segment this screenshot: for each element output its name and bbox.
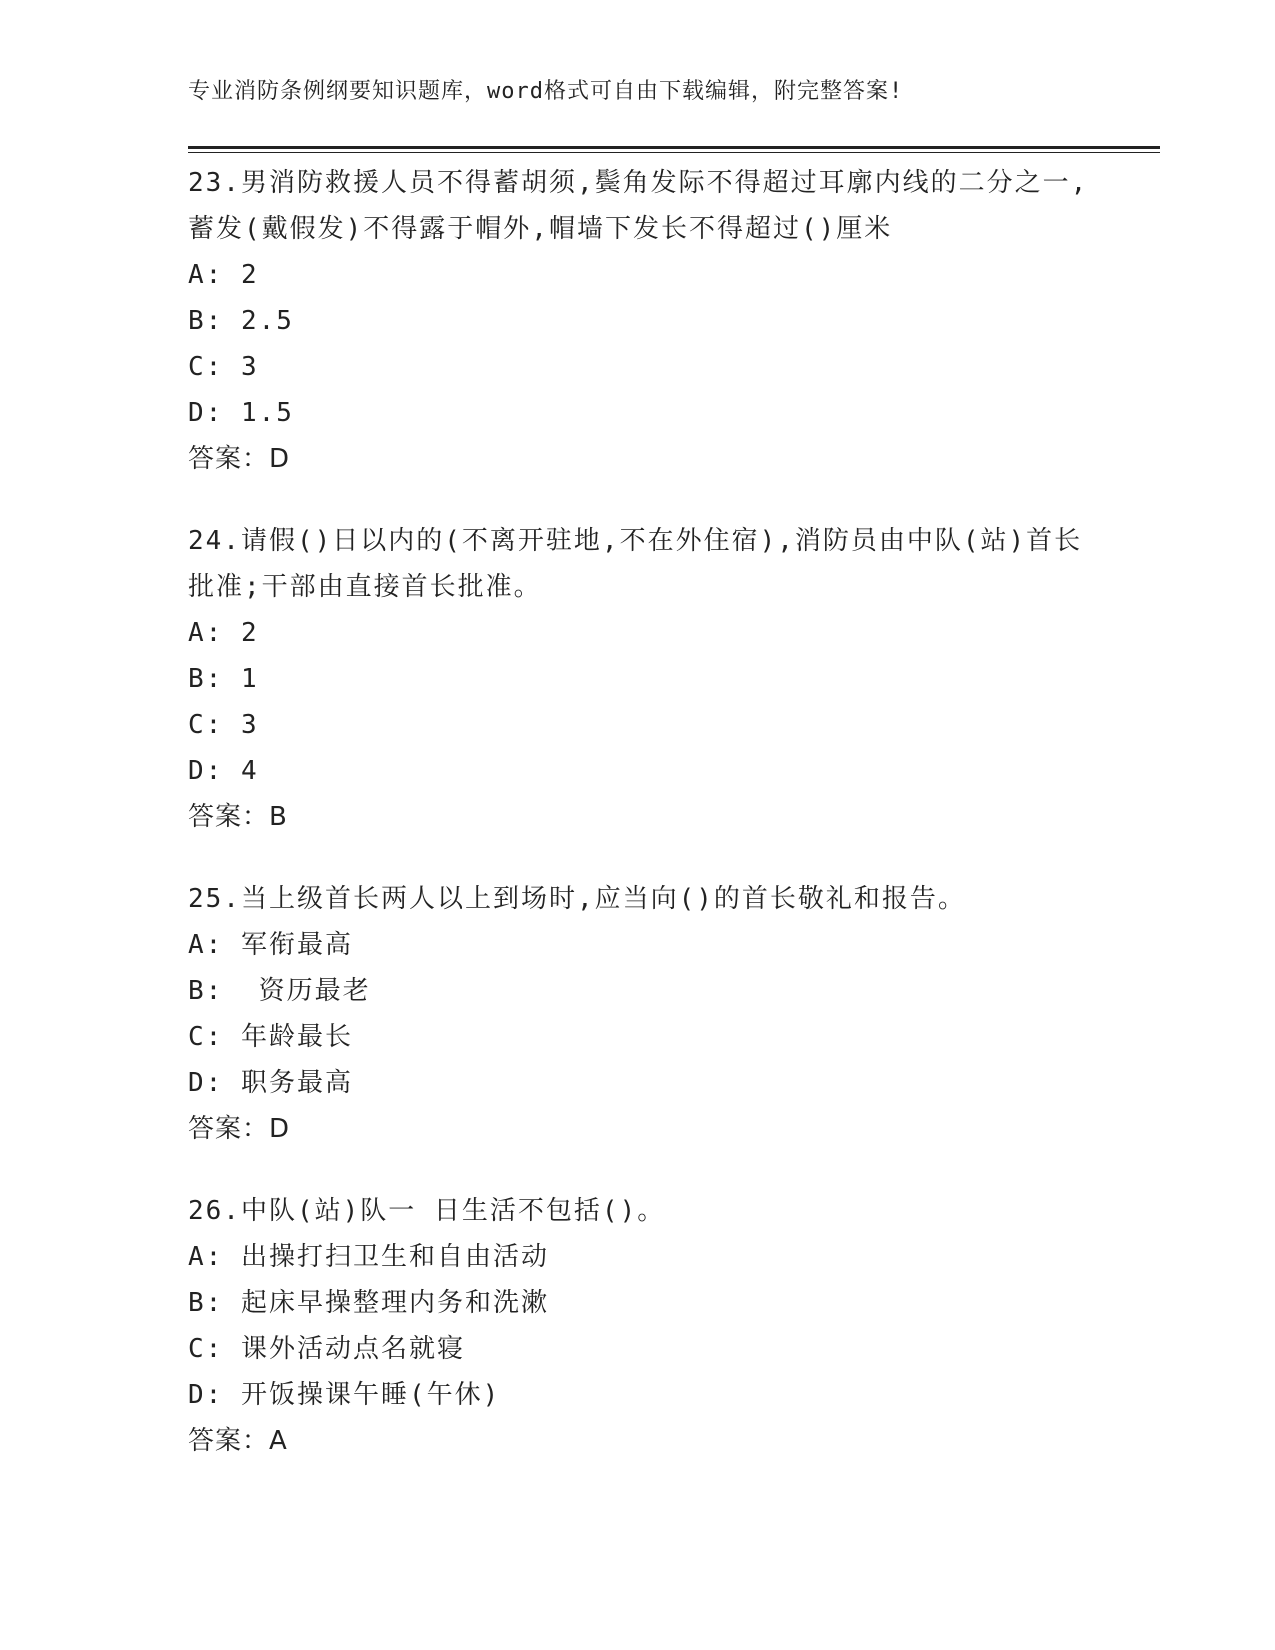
answer-line: 答案：D bbox=[188, 444, 291, 474]
option-d: D: 4 bbox=[188, 756, 259, 786]
option-c: C: 3 bbox=[188, 710, 259, 740]
answer-line: 答案：D bbox=[188, 1114, 291, 1144]
option-b: B: 起床早操整理内务和洗漱 bbox=[188, 1288, 549, 1318]
answer-line: 答案：B bbox=[188, 802, 288, 832]
header-rule-thin bbox=[188, 152, 1160, 153]
question-26 bbox=[188, 1188, 1108, 1464]
document-header: 专业消防条例纲要知识题库，word格式可自由下载编辑，附完整答案! bbox=[188, 79, 904, 104]
option-d: D: 1.5 bbox=[188, 398, 294, 428]
option-b: B: 2.5 bbox=[188, 306, 294, 336]
option-a: A: 军衔最高 bbox=[188, 930, 353, 960]
option-a: A: 2 bbox=[188, 260, 259, 290]
option-c: C: 3 bbox=[188, 352, 259, 382]
question-list bbox=[188, 160, 1108, 1500]
option-b: B: 1 bbox=[188, 664, 259, 694]
option-a: A: 2 bbox=[188, 618, 259, 648]
option-d: D: 开饭操课午睡(午休) bbox=[188, 1380, 501, 1410]
option-b: B: 资历最老 bbox=[188, 976, 371, 1006]
answer-line: 答案：A bbox=[188, 1426, 288, 1456]
option-c: C: 年龄最长 bbox=[188, 1022, 353, 1052]
question-stem: 26.中队(站)队一 日生活不包括()。 bbox=[188, 1196, 666, 1226]
question-23 bbox=[188, 160, 1108, 482]
question-stem: 24.请假()日以内的(不离开驻地,不在外住宿),消防员由中队(站)首长批准;干部由直接首长批准。 bbox=[188, 526, 1083, 602]
question-stem: 23.男消防救援人员不得蓄胡须,鬓角发际不得超过耳廓内线的二分之一,蓄发(戴假发)不得露于帽外,帽墙下发长不得超过()厘米 bbox=[188, 168, 1089, 244]
question-stem: 25.当上级首长两人以上到场时,应当向()的首长敬礼和报告。 bbox=[188, 884, 966, 914]
option-a: A: 出操打扫卫生和自由活动 bbox=[188, 1242, 549, 1272]
option-c: C: 课外活动点名就寝 bbox=[188, 1334, 465, 1364]
header-rule-thick bbox=[188, 146, 1160, 149]
option-d: D: 职务最高 bbox=[188, 1068, 353, 1098]
question-25 bbox=[188, 876, 1108, 1152]
question-24 bbox=[188, 518, 1108, 840]
